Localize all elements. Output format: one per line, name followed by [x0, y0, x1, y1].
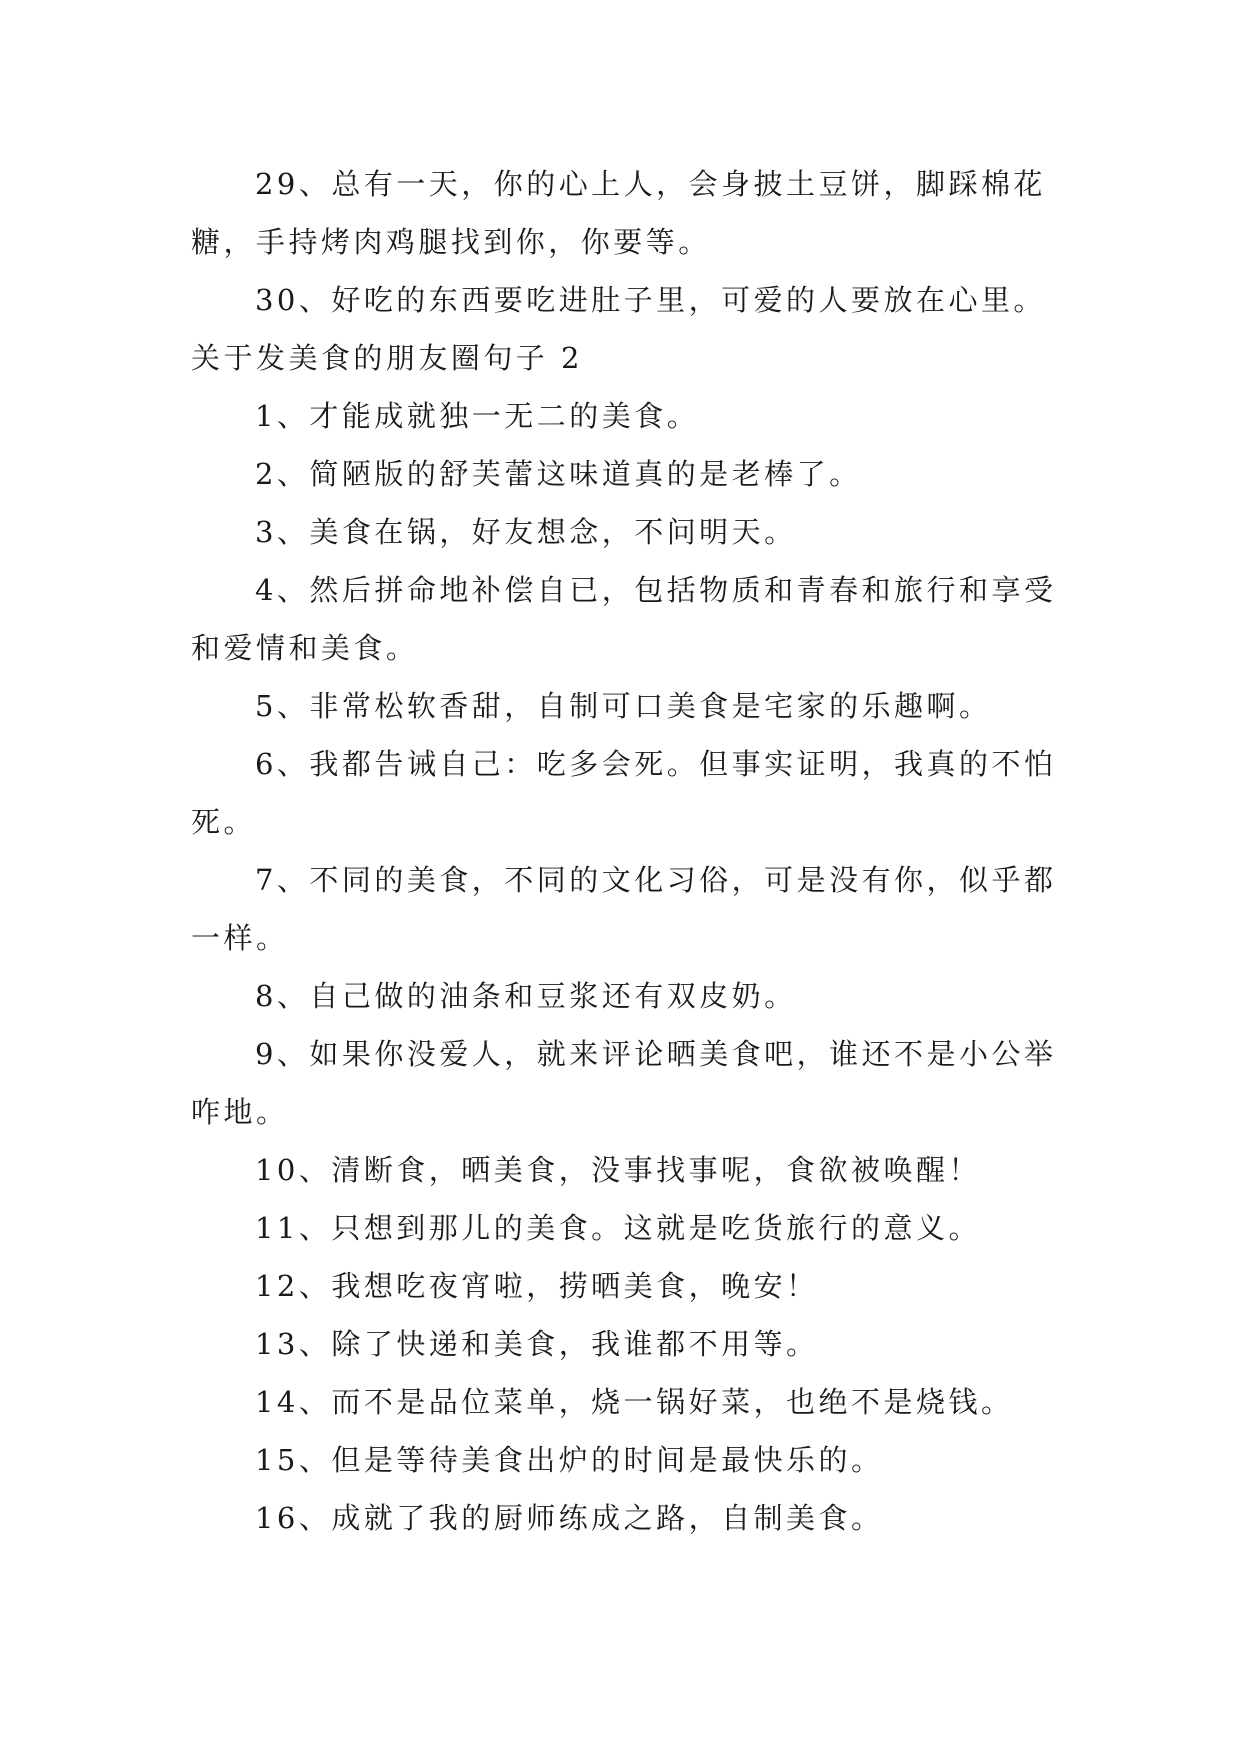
list-item: 1、才能成就独一无二的美食。 — [255, 399, 700, 433]
document-body — [191, 155, 1071, 1547]
list-item: 9、如果你没爱人，就来评论晒美食吧，谁还不是小公举咋地。 — [191, 1037, 1057, 1129]
list-item: 15、但是等待美食出炉的时间是最快乐的。 — [255, 1443, 884, 1477]
paragraph-30: 30、好吃的东西要吃进肚子里，可爱的人要放在心里。 — [255, 283, 1046, 317]
list-item: 8、自己做的油条和豆浆还有双皮奶。 — [255, 979, 797, 1013]
list-item: 5、非常松软香甜，自制可口美食是宅家的乐趣啊。 — [255, 689, 992, 723]
section-title: 关于发美食的朋友圈句子 2 — [191, 341, 583, 375]
paragraph-29: 29、总有一天，你的心上人，会身披土豆饼，脚踩棉花糖，手持烤肉鸡腿找到你，你要等。 — [191, 167, 1046, 259]
list-item: 6、我都告诫自己：吃多会死。但事实证明，我真的不怕死。 — [191, 747, 1057, 839]
list-item: 2、简陋版的舒芙蕾这味道真的是老棒了。 — [255, 457, 862, 491]
list-item: 16、成就了我的厨师练成之路，自制美食。 — [255, 1501, 884, 1535]
list-item: 12、我想吃夜宵啦，捞晒美食，晚安！ — [255, 1269, 819, 1303]
list-item: 10、清断食，晒美食，没事找事呢，食欲被唤醒！ — [255, 1153, 981, 1187]
list-item: 13、除了快递和美食，我谁都不用等。 — [255, 1327, 819, 1361]
list-item: 4、然后拼命地补偿自已，包括物质和青春和旅行和享受和爱情和美食。 — [191, 573, 1057, 665]
list-item: 11、只想到那儿的美食。这就是吃货旅行的意义。 — [255, 1211, 981, 1245]
list-item: 14、而不是品位菜单，烧一锅好菜，也绝不是烧钱。 — [255, 1385, 1014, 1419]
list-item: 3、美食在锅，好友想念，不问明天。 — [255, 515, 797, 549]
list-item: 7、不同的美食，不同的文化习俗，可是没有你，似乎都一样。 — [191, 863, 1057, 955]
